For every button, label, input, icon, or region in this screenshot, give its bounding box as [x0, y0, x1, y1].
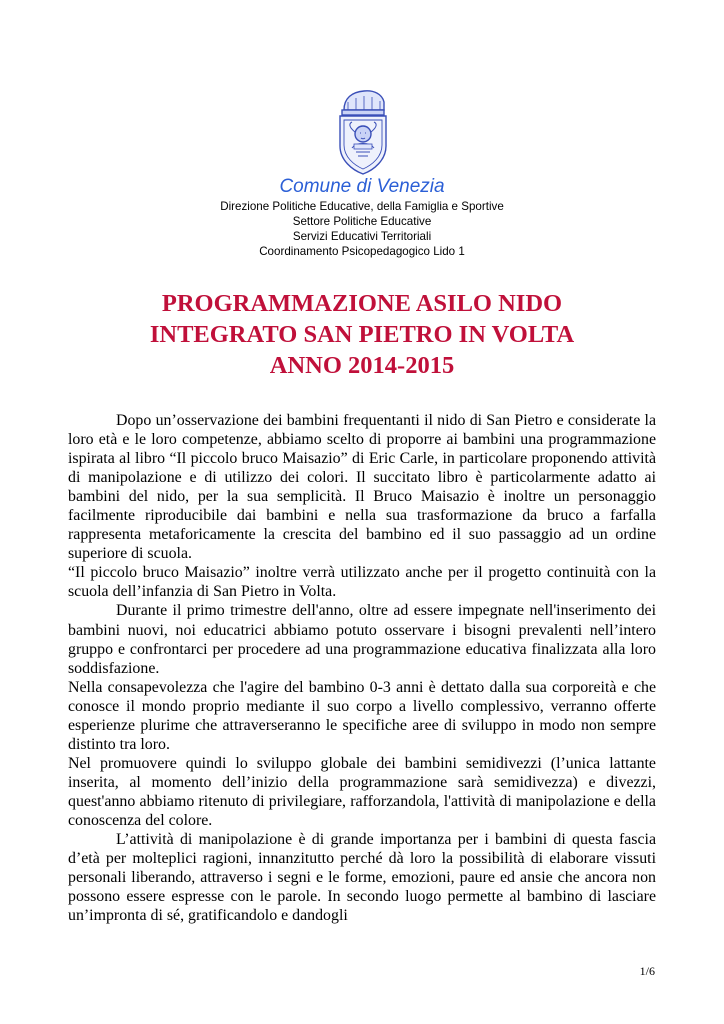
document-body	[68, 411, 656, 925]
title-line: ANNO 2014-2015	[269, 352, 455, 379]
organization-name: Comune di Venezia	[279, 176, 445, 197]
header-line: Servizi Educativi Territoriali	[292, 230, 432, 243]
venice-coat-of-arms-icon	[330, 88, 394, 176]
body-paragraph: Dopo un’osservazione dei bambini frequentanti il nido di San Pietro e considerate la loro età e le loro competenze, abbiamo scelto di proporre ai bambini una programmazione ispirata al libro “Il piccolo bruco Maisazio” di Eric Carle, in particolare proponendo attività di manipolazione e di utilizzo dei colori. Il succitato libro è particolarmente adatto ai bambini del nido, per la sua semplicità. Il Bruco Maisazio è inoltre un personaggio facilmente riproducibile dai bambini e nella sua trasformazione da bruco a farfalla rappresenta metaforicamente la crescita del bambino ed il suo passaggio ad un ordine superiore di scuola.	[68, 412, 656, 563]
body-paragraph: Nella consapevolezza che l'agire del bambino 0-3 anni è dettato dalla sua corporeità e che conosce il mondo proprio mediante il suo corpo a livello complessivo, verranno offerte esperienze plurime che attraverseranno le specifiche aree di sviluppo in modo non sempre distinto tra loro.	[68, 678, 656, 753]
body-paragraph: “Il piccolo bruco Maisazio” inoltre verrà utilizzato anche per il progetto continuità con la scuola dell’infanzia di San Pietro in Volta.	[68, 564, 656, 601]
body-paragraph: L’attività di manipolazione è di grande importanza per i bambini di questa fascia d’età per molteplici ragioni, innanzitutto perché dà loro la possibilità di elaborare vissuti personali liberando, attraverso i segni e le forme, emozioni, paure ed ansie che ancora non possono essere espresse con le parole. In secondo luogo permette al bambino di lasciare un’impronta di sé, gratificandolo e dandogli	[68, 831, 656, 925]
header-line: Direzione Politiche Educative, della Famiglia e Sportive	[220, 200, 504, 213]
body-paragraph: Durante il primo trimestre dell'anno, oltre ad essere impegnate nell'inserimento dei bambini nuovi, noi educatrici abbiamo potuto osservare i bisogni prevalenti nell’intero gruppo e confrontarci per procedere ad una programmazione educativa finalizzata alla loro soddisfazione.	[68, 602, 656, 677]
title-line: PROGRAMMAZIONE ASILO NIDO	[161, 290, 563, 317]
header-line: Coordinamento Psicopedagogico Lido 1	[259, 245, 465, 258]
document-title	[0, 288, 724, 381]
page-number: 1/6	[639, 964, 655, 978]
header-line: Settore Politiche Educative	[292, 215, 432, 228]
title-line: INTEGRATO SAN PIETRO IN VOLTA	[149, 321, 575, 348]
document-header	[0, 176, 724, 259]
body-paragraph: Nel promuovere quindi lo sviluppo globale dei bambini semidivezzi (l’unica lattante inserita, al momento dell’inizio della programmazione sarà semidivezza) e divezzi, quest'anno abbiamo ritenuto di privilegiare, rafforzandola, l'attività di manipolazione e della conoscenza del colore.	[68, 754, 656, 829]
